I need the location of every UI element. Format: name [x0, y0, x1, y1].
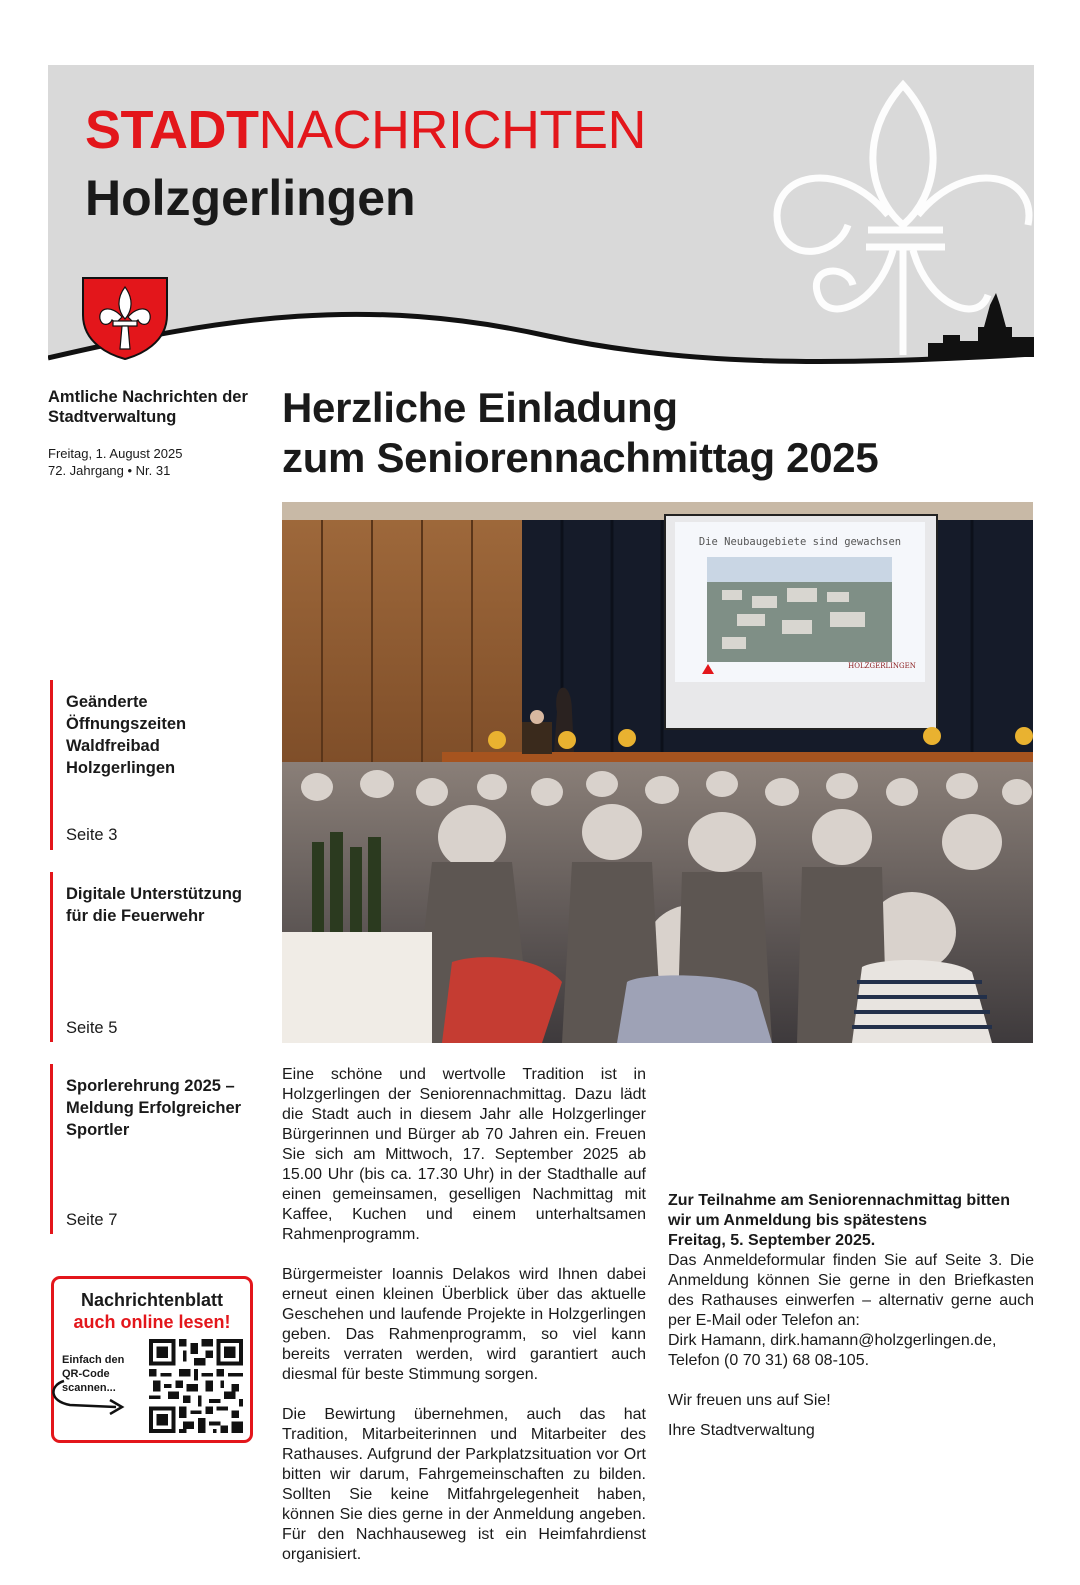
issue-info: [48, 445, 258, 479]
online-box-subtitle: auch online lesen!: [73, 1312, 231, 1332]
teaser-title: Geänderte Öffnungszeiten Waldfreibad Holzgerlingen: [66, 693, 187, 777]
online-read-box[interactable]: [51, 1276, 253, 1443]
teaser-page: Seite 7: [66, 1211, 118, 1229]
teaser-1[interactable]: [50, 680, 266, 850]
registration-deadline: Freitag, 5. September 2025.: [668, 1232, 876, 1249]
curved-arrow-icon: [50, 1379, 130, 1415]
closing-line: Wir freuen uns auf Sie!: [668, 1392, 831, 1409]
article-paragraph: Eine schöne und wertvolle Tradition ist in Holzgerlingen der Seniorennachmittag. Dazu lädt die Stadt auch in diesem Jahr alle Holzgerlinger Bürgerinnen und Bürger ab 70 Jahren ein. Freuen Sie sich am Mittwoch, 17. September 2025 ab 15.00 Uhr (bis ca. 17.30 Uhr) in der Stadthalle auf einen gemeinsamen, geselligen Nachmittag mit Kaffee, Kuchen und einem unterhaltsamen Rahmenprogramm.: [282, 1066, 646, 1243]
online-box-instruction: Einfach den QR-Code scannen...: [62, 1354, 125, 1394]
teaser-title: Digitale Unterstützung für die Feuerwehr: [66, 885, 242, 925]
article-paragraph: Das Anmeldeformular finden Sie auf Seite 3. Die Anmeldung können Sie gerne in den Briefkasten des Rathauses einwerfen – alternativ gerne auch per E-Mail oder Telefon an:: [668, 1252, 1034, 1329]
slide-logo: HOLZGERLINGEN: [848, 662, 916, 670]
teaser-title: Sporlerehrung 2025 – Meldung Erfolgreicher Sportler: [66, 1077, 242, 1139]
qr-code-icon[interactable]: [149, 1339, 243, 1433]
main-headline: [282, 383, 878, 483]
photo-illustration: [282, 502, 1033, 1043]
contact-phone: Telefon (0 70 31) 68 08-105.: [668, 1352, 870, 1369]
headline-line-2: zum Seniorennachmittag 2025: [282, 434, 879, 481]
sidebar-info: [48, 387, 258, 479]
teaser-page: Seite 3: [66, 826, 118, 844]
sidebar-title: Amtliche Nachrichten der Stadtverwaltung: [48, 388, 248, 426]
event-photo: [282, 502, 1033, 1043]
masthead-title: [85, 100, 646, 160]
signature: Ihre Stadtverwaltung: [668, 1422, 815, 1439]
teaser-page: Seite 5: [66, 1019, 118, 1037]
issue-date: Freitag, 1. August 2025: [48, 446, 183, 461]
article-column-2: [668, 1191, 1034, 1441]
headline-line-1: Herzliche Einladung: [282, 384, 678, 431]
registration-note: Zur Teilnahme am Seniorennachmittag bitten wir um Anmeldung bis spätestens: [668, 1192, 1010, 1229]
masthead-subtitle: Holzgerlingen: [85, 170, 416, 226]
masthead: [48, 65, 1034, 365]
masthead-title-bold: STADT: [85, 100, 259, 160]
article-paragraph: Die Bewirtung übernehmen, auch das hat Tradition, Mitarbeiterinnen und Mitarbeiter des Rathauses. Aufgrund der Parkplatzsituation vor Ort bitten wir darum, Fahrgemeinschaften zu bilden. Sollten Sie keine Mitfahrgelegenheit haben, können Sie dies gerne in der Anmeldung angeben. Für den Nachhauseweg ist ein Heimfahrdienst organisiert.: [282, 1406, 646, 1563]
teaser-2[interactable]: [50, 872, 266, 1042]
article-paragraph: Bürgermeister Ioannis Delakos wird Ihnen dabei erneut einen kleinen Überblick über das aktuelle Geschehen und laufende Projekte in Holzgerlingen geben. Das Rahmenprogramm, so viel kann bereits verraten werden, wird garantiert auch diesmal für beste Stimmung sorgen.: [282, 1266, 646, 1383]
issue-number: 72. Jahrgang • Nr. 31: [48, 463, 171, 478]
online-box-title: Nachrichtenblatt: [80, 1290, 224, 1310]
article-column-1: [282, 1065, 646, 1585]
slide-title: Die Neubaugebiete sind gewachsen: [698, 536, 902, 548]
masthead-title-light: NACHRICHTEN: [258, 100, 646, 160]
teaser-3[interactable]: [50, 1064, 266, 1234]
fleur-de-lis-crest-icon: [80, 275, 170, 361]
contact-name: Dirk Hamann, dirk.hamann@holzgerlingen.de,: [668, 1332, 997, 1349]
